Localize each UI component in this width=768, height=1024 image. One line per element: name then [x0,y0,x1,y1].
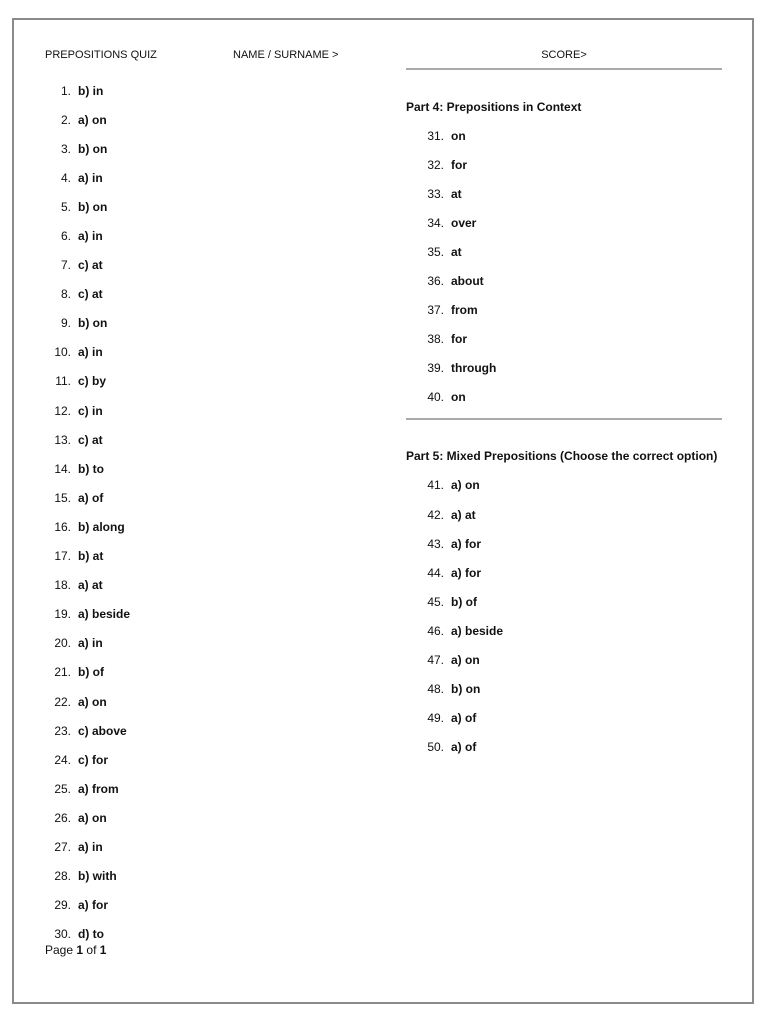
answer-row [45,134,215,163]
answer-value: a) from [78,781,119,796]
answer-row [45,512,215,541]
answer-value: a) of [78,490,104,505]
answer-number: 48. [427,682,444,697]
answer-row [45,309,215,338]
answer-number: 24. [54,752,71,767]
answer-row [406,471,726,500]
quiz-title: PREPOSITIONS QUIZ [45,49,157,61]
answer-number: 41. [427,478,444,493]
answer-value: c) by [78,374,107,389]
answer-number: 12. [54,403,71,418]
answer-row [45,658,215,687]
answer-number: 21. [54,665,71,680]
answer-number: 30. [54,927,71,942]
answer-value: on [451,128,466,143]
answer-row [45,367,215,396]
answer-row [45,105,215,134]
answer-row [406,529,726,558]
answer-row [45,221,215,250]
answer-value: at [451,186,462,201]
answer-value: b) of [78,665,104,680]
answer-number: 13. [54,432,71,447]
answer-value: a) in [78,229,103,244]
answer-row [406,266,726,295]
of-word: of [86,943,97,957]
answer-row [45,629,215,658]
answer-value: a) for [78,898,108,913]
answer-number: 16. [54,519,71,534]
answer-row [45,396,215,425]
answer-number: 36. [427,274,444,289]
answer-value: a) of [451,740,477,755]
answer-number: 43. [427,536,444,551]
answer-row [45,338,215,367]
answer-number: 15. [54,490,71,505]
answer-number: 27. [54,839,71,854]
answer-value: c) at [78,258,103,273]
answer-row [45,891,215,920]
answer-row [406,733,726,762]
answer-row [45,76,215,105]
answer-value: b) on [78,199,108,214]
answer-row [406,150,726,179]
answer-row [45,832,215,861]
score-label: SCORE> [541,49,587,61]
answer-value: a) for [451,536,481,551]
answer-row [45,251,215,280]
answer-value: b) at [78,549,104,564]
answer-number: 47. [427,653,444,668]
answer-value: c) at [78,287,103,302]
answer-row [406,179,726,208]
answer-row [45,600,215,629]
answer-value: a) at [451,507,476,522]
answer-value: a) in [78,636,103,651]
answer-row [45,862,215,891]
answer-number: 40. [427,390,444,405]
answer-number: 11. [55,374,71,389]
answer-value: a) beside [451,623,504,638]
answer-row [45,425,215,454]
answer-number: 32. [427,157,444,172]
answer-row [406,296,726,325]
answer-number: 23. [54,723,71,738]
answer-row [406,587,726,616]
answer-value: b) on [78,316,108,331]
part5-title: Part 5: Mixed Prepositions (Choose the correct option) [406,449,718,464]
answer-number: 3. [60,141,71,156]
answer-number: 42. [427,507,444,522]
answer-row [406,121,726,150]
part4-title: Part 4: Prepositions in Context [406,99,582,114]
current-page-number: 1 [76,943,84,957]
answer-value: a) for [451,565,481,580]
answer-number: 29. [54,898,71,913]
answer-value: through [451,361,497,376]
answer-number: 4. [60,170,71,185]
answer-value: for [451,157,467,172]
answer-number: 22. [54,694,71,709]
answer-row [45,280,215,309]
answer-number: 35. [427,244,444,259]
answer-row [406,325,726,354]
answer-number: 20. [54,636,71,651]
answer-value: b) on [451,682,481,697]
answer-value: b) in [78,83,104,98]
answer-number: 44. [427,565,444,580]
answer-row [45,716,215,745]
total-pages-number: 1 [99,943,107,957]
answers-31-50-list [406,68,726,762]
answer-value: a) beside [78,607,131,622]
answer-number: 8. [60,287,71,302]
answer-value: a) on [451,478,480,493]
answer-value: a) of [451,711,477,726]
answer-row [406,616,726,645]
answer-value: c) above [78,723,127,738]
answer-row [45,687,215,716]
answer-number: 38. [427,332,444,347]
answer-value: a) in [78,170,103,185]
answer-row [45,571,215,600]
page-footer [45,943,106,957]
answer-number: 25. [54,781,71,796]
answer-value: c) for [78,752,108,767]
answer-number: 34. [427,215,444,230]
answer-value: a) on [78,694,107,709]
answer-value: d) to [78,927,104,942]
answer-number: 50. [427,740,444,755]
answer-number: 18. [54,578,71,593]
answer-number: 26. [54,810,71,825]
answer-number: 46. [427,623,444,638]
answer-value: a) in [78,839,103,854]
answer-row [45,483,215,512]
answer-value: c) at [78,432,103,447]
answer-row [406,646,726,675]
answer-number: 5. [60,199,71,214]
answer-value: b) to [78,461,104,476]
answer-number: 49. [427,711,444,726]
answer-number: 17. [54,549,71,564]
answer-number: 6. [60,229,71,244]
answer-value: over [451,215,477,230]
answer-value: c) in [78,403,103,418]
answer-row [406,558,726,587]
answer-value: about [451,274,484,289]
answer-row [45,542,215,571]
answer-row [45,774,215,803]
answer-value: on [451,390,466,405]
answers-1-30-list [45,76,215,949]
answer-number: 28. [54,869,71,884]
answer-number: 9. [60,316,71,331]
answer-number: 7. [60,258,71,273]
answer-row [406,675,726,704]
answer-row [45,454,215,483]
answer-value: at [451,244,462,259]
answer-value: a) on [78,112,107,127]
answer-number: 31. [427,128,444,143]
answer-value: b) with [78,869,117,884]
answer-value: a) at [78,578,103,593]
answer-row [406,704,726,733]
answer-row [406,354,726,383]
answer-number: 10. [54,345,71,360]
answer-number: 39. [427,361,444,376]
answer-value: b) along [78,519,125,534]
answer-number: 19. [54,607,71,622]
answer-value: a) on [78,810,107,825]
answer-number: 33. [427,186,444,201]
answer-value: a) on [451,653,480,668]
answer-number: 14. [54,461,71,476]
answer-row [45,192,215,221]
answer-value: for [451,332,467,347]
answer-value: from [451,303,478,318]
answer-value: b) on [78,141,108,156]
answer-row [406,208,726,237]
answer-row [406,383,726,412]
answer-row [45,745,215,774]
answer-row [406,500,726,529]
answer-number: 45. [427,594,444,609]
answer-value: b) of [451,594,477,609]
answer-number: 37. [427,303,444,318]
answer-row [45,163,215,192]
answer-number: 2. [60,112,71,127]
answer-value: a) in [78,345,103,360]
answer-row [45,803,215,832]
page-word: Page [45,943,74,957]
answer-row [406,237,726,266]
answer-number: 1. [60,83,71,98]
name-surname-label: NAME / SURNAME > [233,49,339,61]
